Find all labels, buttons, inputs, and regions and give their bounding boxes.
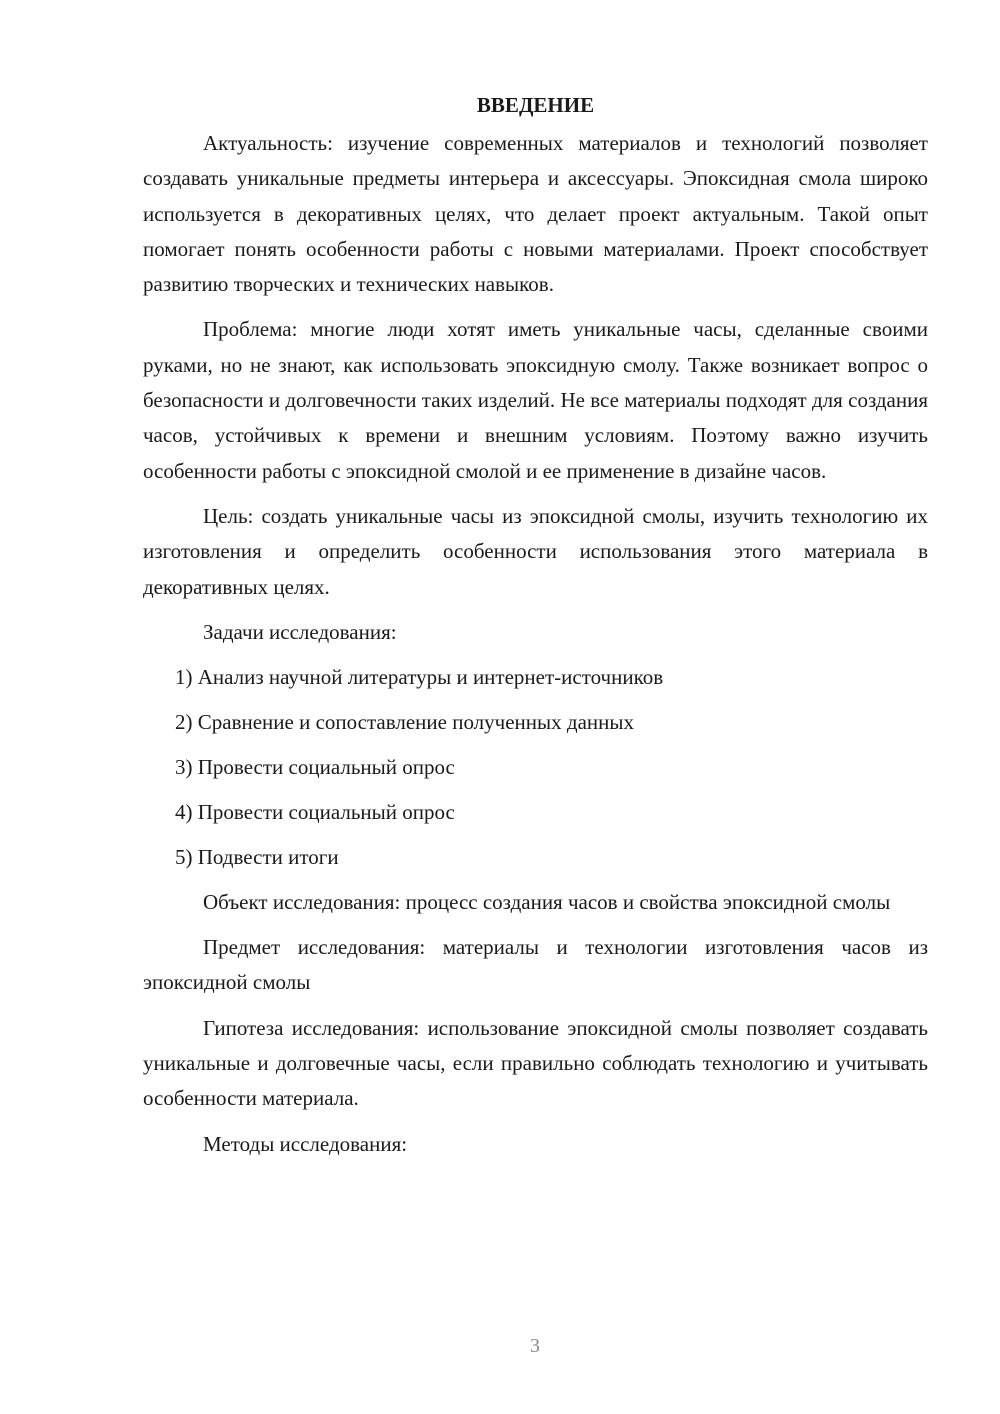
- problem-paragraph: Проблема: многие люди хотят иметь уникальные часы, сделанные своими руками, но не знают, как использовать эпоксидную смолу. Также возникает вопрос о безопасности и долговечности таких изделий. Не все материалы подходят для создания часов, устойчивых к времени и внешним условиям. Поэтому важно изучить особенности работы с эпоксидной смолой и ее применение в дизайне часов.: [143, 317, 928, 483]
- task-item-3: 3) Провести социальный опрос: [175, 754, 455, 779]
- relevance-paragraph: Актуальность: изучение современных материалов и технологий позволяет создавать уникальные предметы интерьера и аксессуары. Эпоксидная смола широко используется в декоративных целях, что делает проект актуальным. Такой опыт помогает понять особенности работы с новыми материалами. Проект способствует развитию творческих и технических навыков.: [143, 131, 928, 297]
- hypothesis-paragraph: Гипотеза исследования: использование эпоксидной смолы позволяет создавать уникальные и долговечные часы, если правильно соблюдать технологию и учитывать особенности материала.: [143, 1015, 928, 1111]
- goal-paragraph: Цель: создать уникальные часы из эпоксидной смолы, изучить технологию их изготовления и определить особенности использования этого материала в декоративных целях.: [143, 503, 928, 599]
- subject-paragraph: Предмет исследования: материалы и технологии изготовления часов из эпоксидной смолы: [143, 935, 928, 995]
- page-number: 3: [530, 1335, 540, 1357]
- task-item-2: 2) Сравнение и сопоставление полученных данных: [175, 709, 634, 734]
- methods-heading: Методы исследования:: [203, 1131, 408, 1156]
- document-page: [143, 90, 928, 1162]
- tasks-heading: Задачи исследования:: [203, 619, 397, 644]
- task-item-4: 4) Провести социальный опрос: [175, 799, 455, 824]
- task-item-1: 1) Анализ научной литературы и интернет-источников: [175, 664, 664, 689]
- task-item-5: 5) Подвести итоги: [175, 844, 339, 869]
- object-paragraph: Объект исследования: процесс создания часов и свойства эпоксидной смолы: [203, 889, 891, 914]
- page-title: ВВЕДЕНИЕ: [476, 93, 595, 117]
- task-list: [143, 660, 928, 875]
